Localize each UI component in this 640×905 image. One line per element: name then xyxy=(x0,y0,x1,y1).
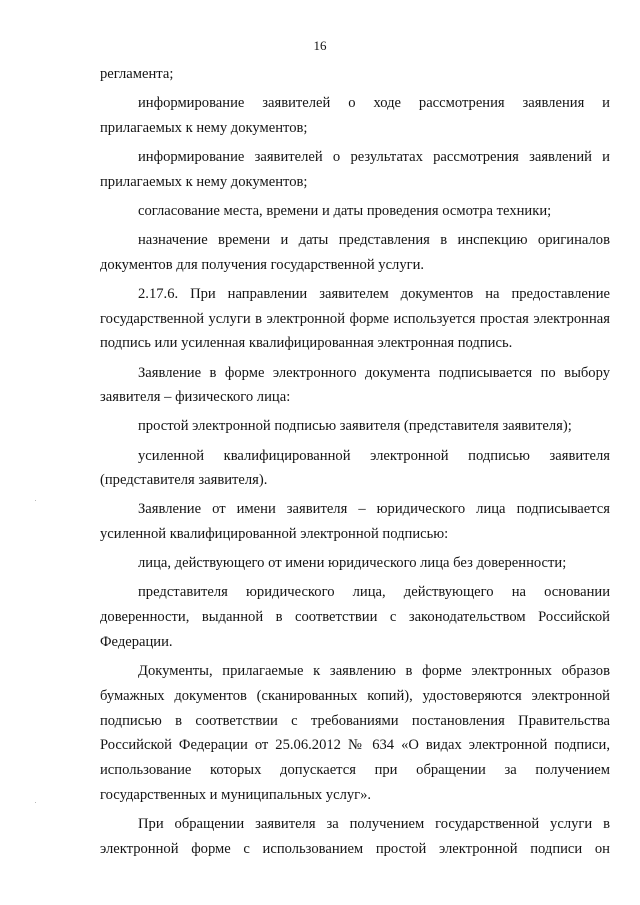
paragraph-qualified-signature: усиленной квалифицированной электронной подписью заявителя (представителя заявителя). xyxy=(100,447,610,489)
paragraph-representative: представителя юридического лица, действующего на основании доверенности, выданной в соответствии с законодательством Российской Федерации. xyxy=(100,584,610,650)
paragraph-simple-signature-application: При обращении заявителя за получением государственной услуги в электронной форме с использованием простой электронной подписи он xyxy=(100,816,610,857)
scan-mark xyxy=(35,802,36,803)
paragraph-2-17-6: 2.17.6. При направлении заявителем документов на предоставление государственной услуги в электронной форме используется простая электронная подпись или усиленная квалифицированная электронная подпись. xyxy=(100,285,610,352)
paragraph-inform-progress: информирование заявителей о ходе рассмотрения заявления и прилагаемых к нему документов; xyxy=(100,95,610,136)
paragraph-without-power-of-attorney: лица, действующего от имени юридического лица без доверенности; xyxy=(138,555,567,572)
paragraph-legal-entity-signature: Заявление от имени заявителя – юридического лица подписывается усиленной квалифицированной электронной подписью: xyxy=(100,501,610,543)
paragraph-regulation-end: регламента; xyxy=(100,66,174,82)
page-number: 16 xyxy=(313,38,327,53)
paragraph-inform-results: информирование заявителей о результатах рассмотрения заявлений и прилагаемых к нему документов; xyxy=(100,148,610,190)
scan-mark xyxy=(35,500,36,501)
paragraph-originals-submission: назначение времени и даты представления в инспекцию оригиналов документов для получения государственной услуги. xyxy=(100,231,610,273)
paragraph-inspection-agreement: согласование места, времени и даты проведения осмотра техники; xyxy=(138,202,552,219)
paragraph-simple-signature: простой электронной подписью заявителя (представителя заявителя); xyxy=(138,418,572,435)
paragraph-attached-documents: Документы, прилагаемые к заявлению в форме электронных образов бумажных документов (сканированных копий), удостоверяются электронной подписью в соответствии с требованиями постановления Правительства Российской Федерации от 25.06.2012 № 634 «О видах электронной подписи, использование которых допускается при обращении за получением государственных и муниципальных услуг». xyxy=(100,663,610,804)
document-body xyxy=(100,62,610,862)
paragraph-individual-signature: Заявление в форме электронного документа подписывается по выбору заявителя – физического лица: xyxy=(100,364,610,406)
